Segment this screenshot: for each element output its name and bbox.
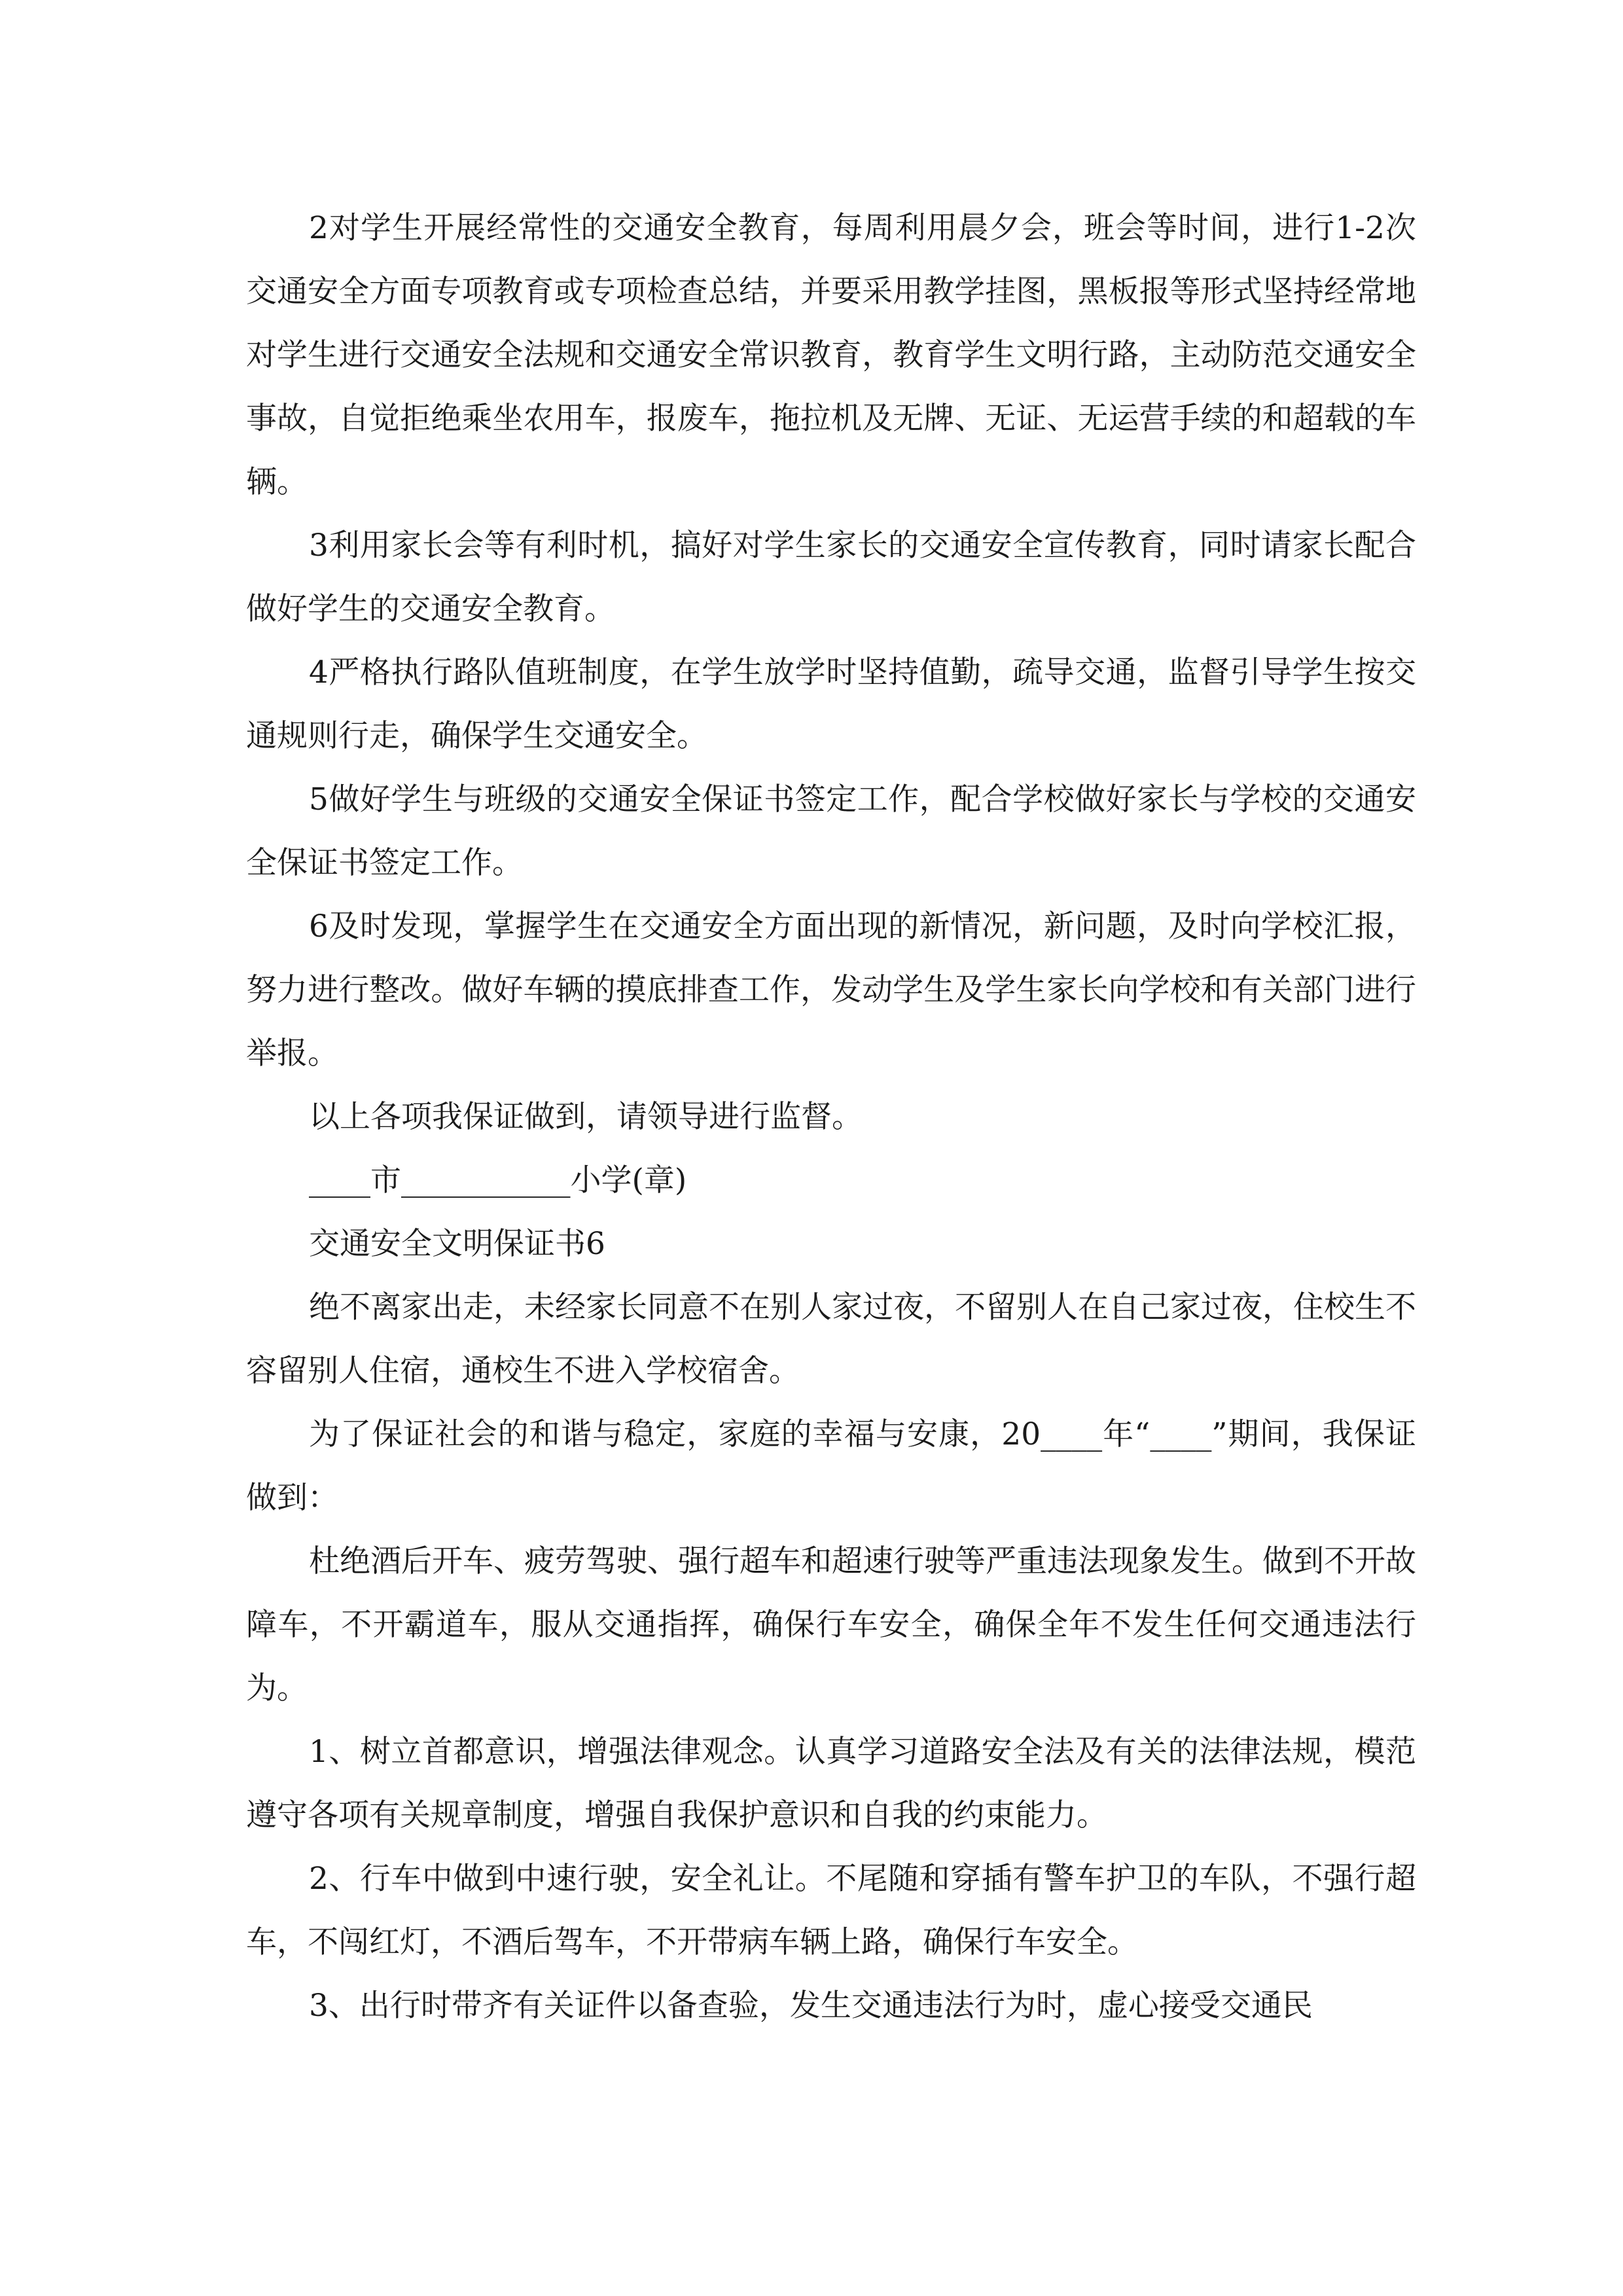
closing-statement: 以上各项我保证做到，请领导进行监督。	[309, 1099, 863, 1135]
paragraph-item-2: 2对学生开展经常性的交通安全教育，每周利用晨夕会，班会等时间，进行1-2次交通安全方面专项教育或专项检查总结，并要采用教学挂图，黑板报等形式坚持经常地对学生进行交通安全法规和交通安全常识教育，教育学生文明行路，主动防范交通安全事故，自觉拒绝乘坐农用车，报废车，拖拉机及无牌、无证、无运营手续的和超载的车辆。	[246, 210, 1416, 500]
paragraph-item-5: 5做好学生与班级的交通安全保证书签定工作，配合学校做好家长与学校的交通安全保证书签定工作。	[246, 781, 1416, 881]
document-body	[246, 196, 1416, 2037]
signature-line: ____市___________小学(章)	[309, 1162, 687, 1198]
paragraph-no-drunk-driving: 杜绝酒后开车、疲劳驾驶、强行超车和超速行驶等严重违法现象发生。做到不开故障车，不开霸道车，服从交通指挥，确保行车安全，确保全年不发生任何交通违法行为。	[246, 1543, 1416, 1706]
section-title: 交通安全文明保证书6	[309, 1226, 605, 1262]
paragraph-pledge-intro: 为了保证社会的和谐与稳定，家庭的幸福与安康，20____年“____”期间，我保证做到：	[246, 1416, 1416, 1516]
paragraph-item-6: 6及时发现，掌握学生在交通安全方面出现的新情况，新问题，及时向学校汇报，努力进行整改。做好车辆的摸底排查工作，发动学生及学生家长向学校和有关部门进行举报。	[246, 908, 1416, 1071]
paragraph-no-runaway: 绝不离家出走，未经家长同意不在别人家过夜，不留别人在自己家过夜，住校生不容留别人住宿，通校生不进入学校宿舍。	[246, 1289, 1416, 1389]
paragraph-rule-1: 1、树立首都意识，增强法律观念。认真学习道路安全法及有关的法律法规，模范遵守各项有关规章制度，增强自我保护意识和自我的约束能力。	[246, 1734, 1416, 1833]
paragraph-item-3: 3利用家长会等有利时机，搞好对学生家长的交通安全宣传教育，同时请家长配合做好学生的交通安全教育。	[246, 528, 1416, 627]
paragraph-item-4: 4严格执行路队值班制度，在学生放学时坚持值勤，疏导交通，监督引导学生按交通规则行走，确保学生交通安全。	[246, 655, 1416, 754]
paragraph-rule-3: 3、出行时带齐有关证件以备查验，发生交通违法行为时，虚心接受交通民	[309, 1988, 1313, 2024]
paragraph-rule-2: 2、行车中做到中速行驶，安全礼让。不尾随和穿插有警车护卫的车队，不强行超车，不闯红灯，不酒后驾车，不开带病车辆上路，确保行车安全。	[246, 1861, 1416, 1960]
